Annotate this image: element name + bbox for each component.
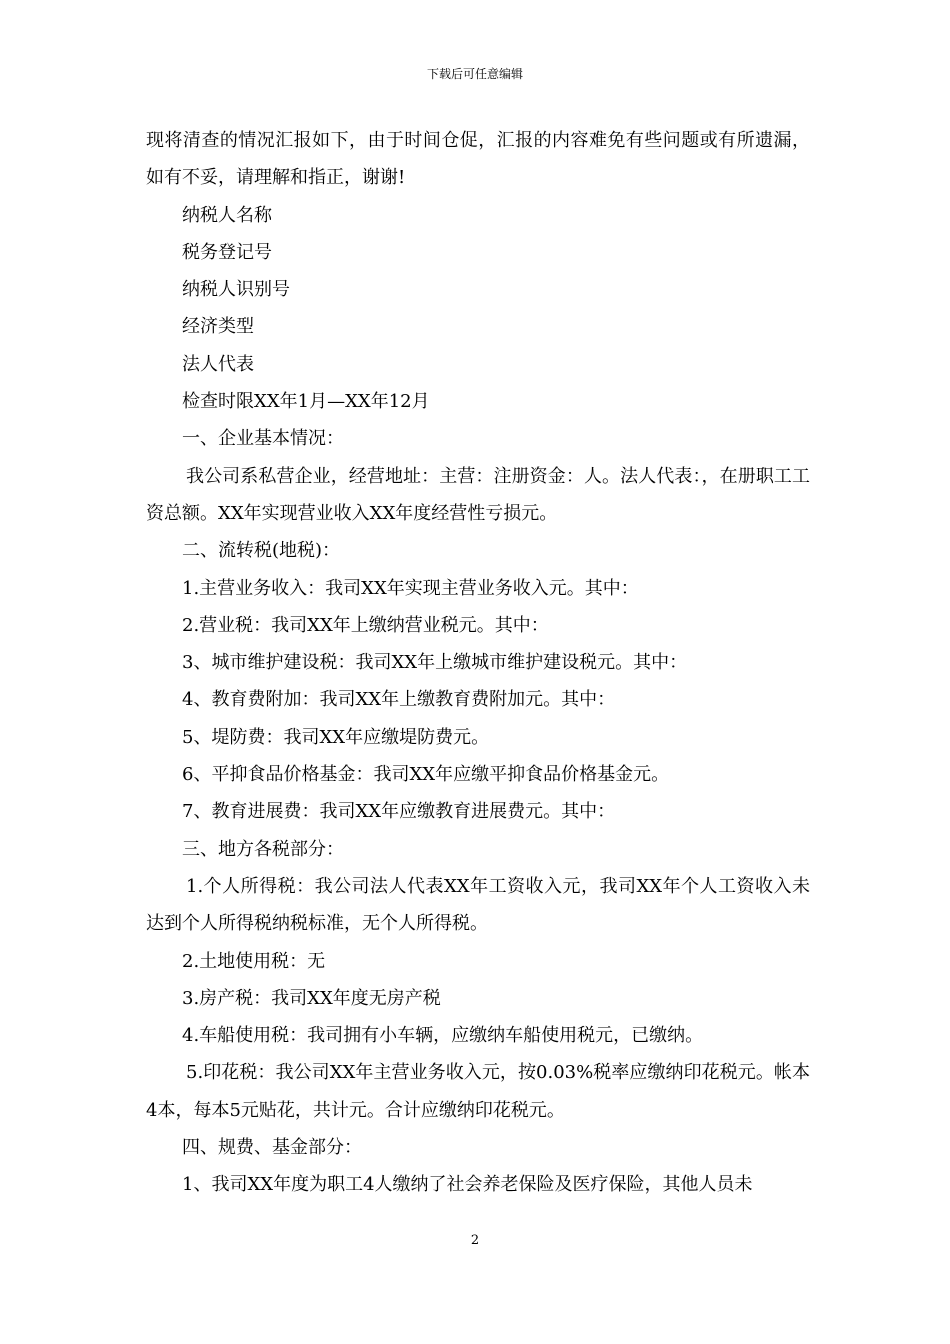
page-number: 2	[470, 1233, 480, 1248]
list-item: 1.个人所得税：我公司法人代表XX年工资收入元，我司XX年个人工资收入未达到个人所得税纳税标准，无个人所得税。	[146, 875, 810, 935]
section-heading-4: 四、规费、基金部分：	[182, 1137, 362, 1159]
page-header: 下载后可任意编辑	[426, 67, 523, 81]
paragraph-company-info: 我公司系私营企业，经营地址：主营：注册资金：人。法人代表：，在册职工工资总额。XX年实现营业收入XX年度经营性亏损元。	[146, 465, 810, 524]
list-item: 5、堤防费：我司XX年应缴堤防费元。	[182, 726, 490, 748]
section-heading-1: 一、企业基本情况：	[182, 428, 344, 450]
field-inspection-period: 检查时限XX年1月—XX年12月	[182, 391, 430, 413]
list-item: 1、我司XX年度为职工4人缴纳了社会养老保险及医疗保险，其他人员未	[182, 1174, 753, 1196]
paragraph-intro: 现将清查的情况汇报如下，由于时间仓促，汇报的内容难免有些问题或有所遗漏，如有不妥，请理解和指正，谢谢!	[146, 130, 810, 189]
section-heading-2: 二、流转税(地税)：	[182, 540, 341, 562]
field-taxpayer-name: 纳税人名称	[182, 204, 272, 226]
document-body	[146, 122, 810, 1204]
list-item: 5.印花税：我公司XX年主营业务收入元，按0.03%税率应缴纳印花税元。帐本4本，每本5元贴花，共计元。合计应缴纳印花税元。	[146, 1062, 810, 1121]
field-tax-registration-no: 税务登记号	[182, 241, 272, 263]
field-legal-representative: 法人代表	[182, 353, 254, 375]
list-item: 2.土地使用税：无	[182, 950, 326, 972]
list-item: 7、教育进展费：我司XX年应缴教育进展费元。其中：	[182, 801, 616, 823]
list-item: 1.主营业务收入：我司XX年实现主营业务收入元。其中：	[182, 577, 639, 599]
list-item: 6、平抑食品价格基金：我司XX年应缴平抑食品价格基金元。	[182, 764, 670, 786]
field-economic-type: 经济类型	[182, 316, 254, 338]
field-taxpayer-id: 纳税人识别号	[182, 279, 290, 301]
list-item: 4、教育费附加：我司XX年上缴教育费附加元。其中：	[182, 689, 616, 711]
section-heading-3: 三、地方各税部分：	[182, 838, 344, 860]
list-item: 3、城市维护建设税：我司XX年上缴城市维护建设税元。其中：	[182, 652, 688, 674]
list-item: 3.房产税：我司XX年度无房产税	[182, 987, 441, 1009]
list-item: 2.营业税：我司XX年上缴纳营业税元。其中：	[182, 614, 549, 636]
list-item: 4.车船使用税：我司拥有小车辆，应缴纳车船使用税元，已缴纳。	[182, 1025, 704, 1047]
